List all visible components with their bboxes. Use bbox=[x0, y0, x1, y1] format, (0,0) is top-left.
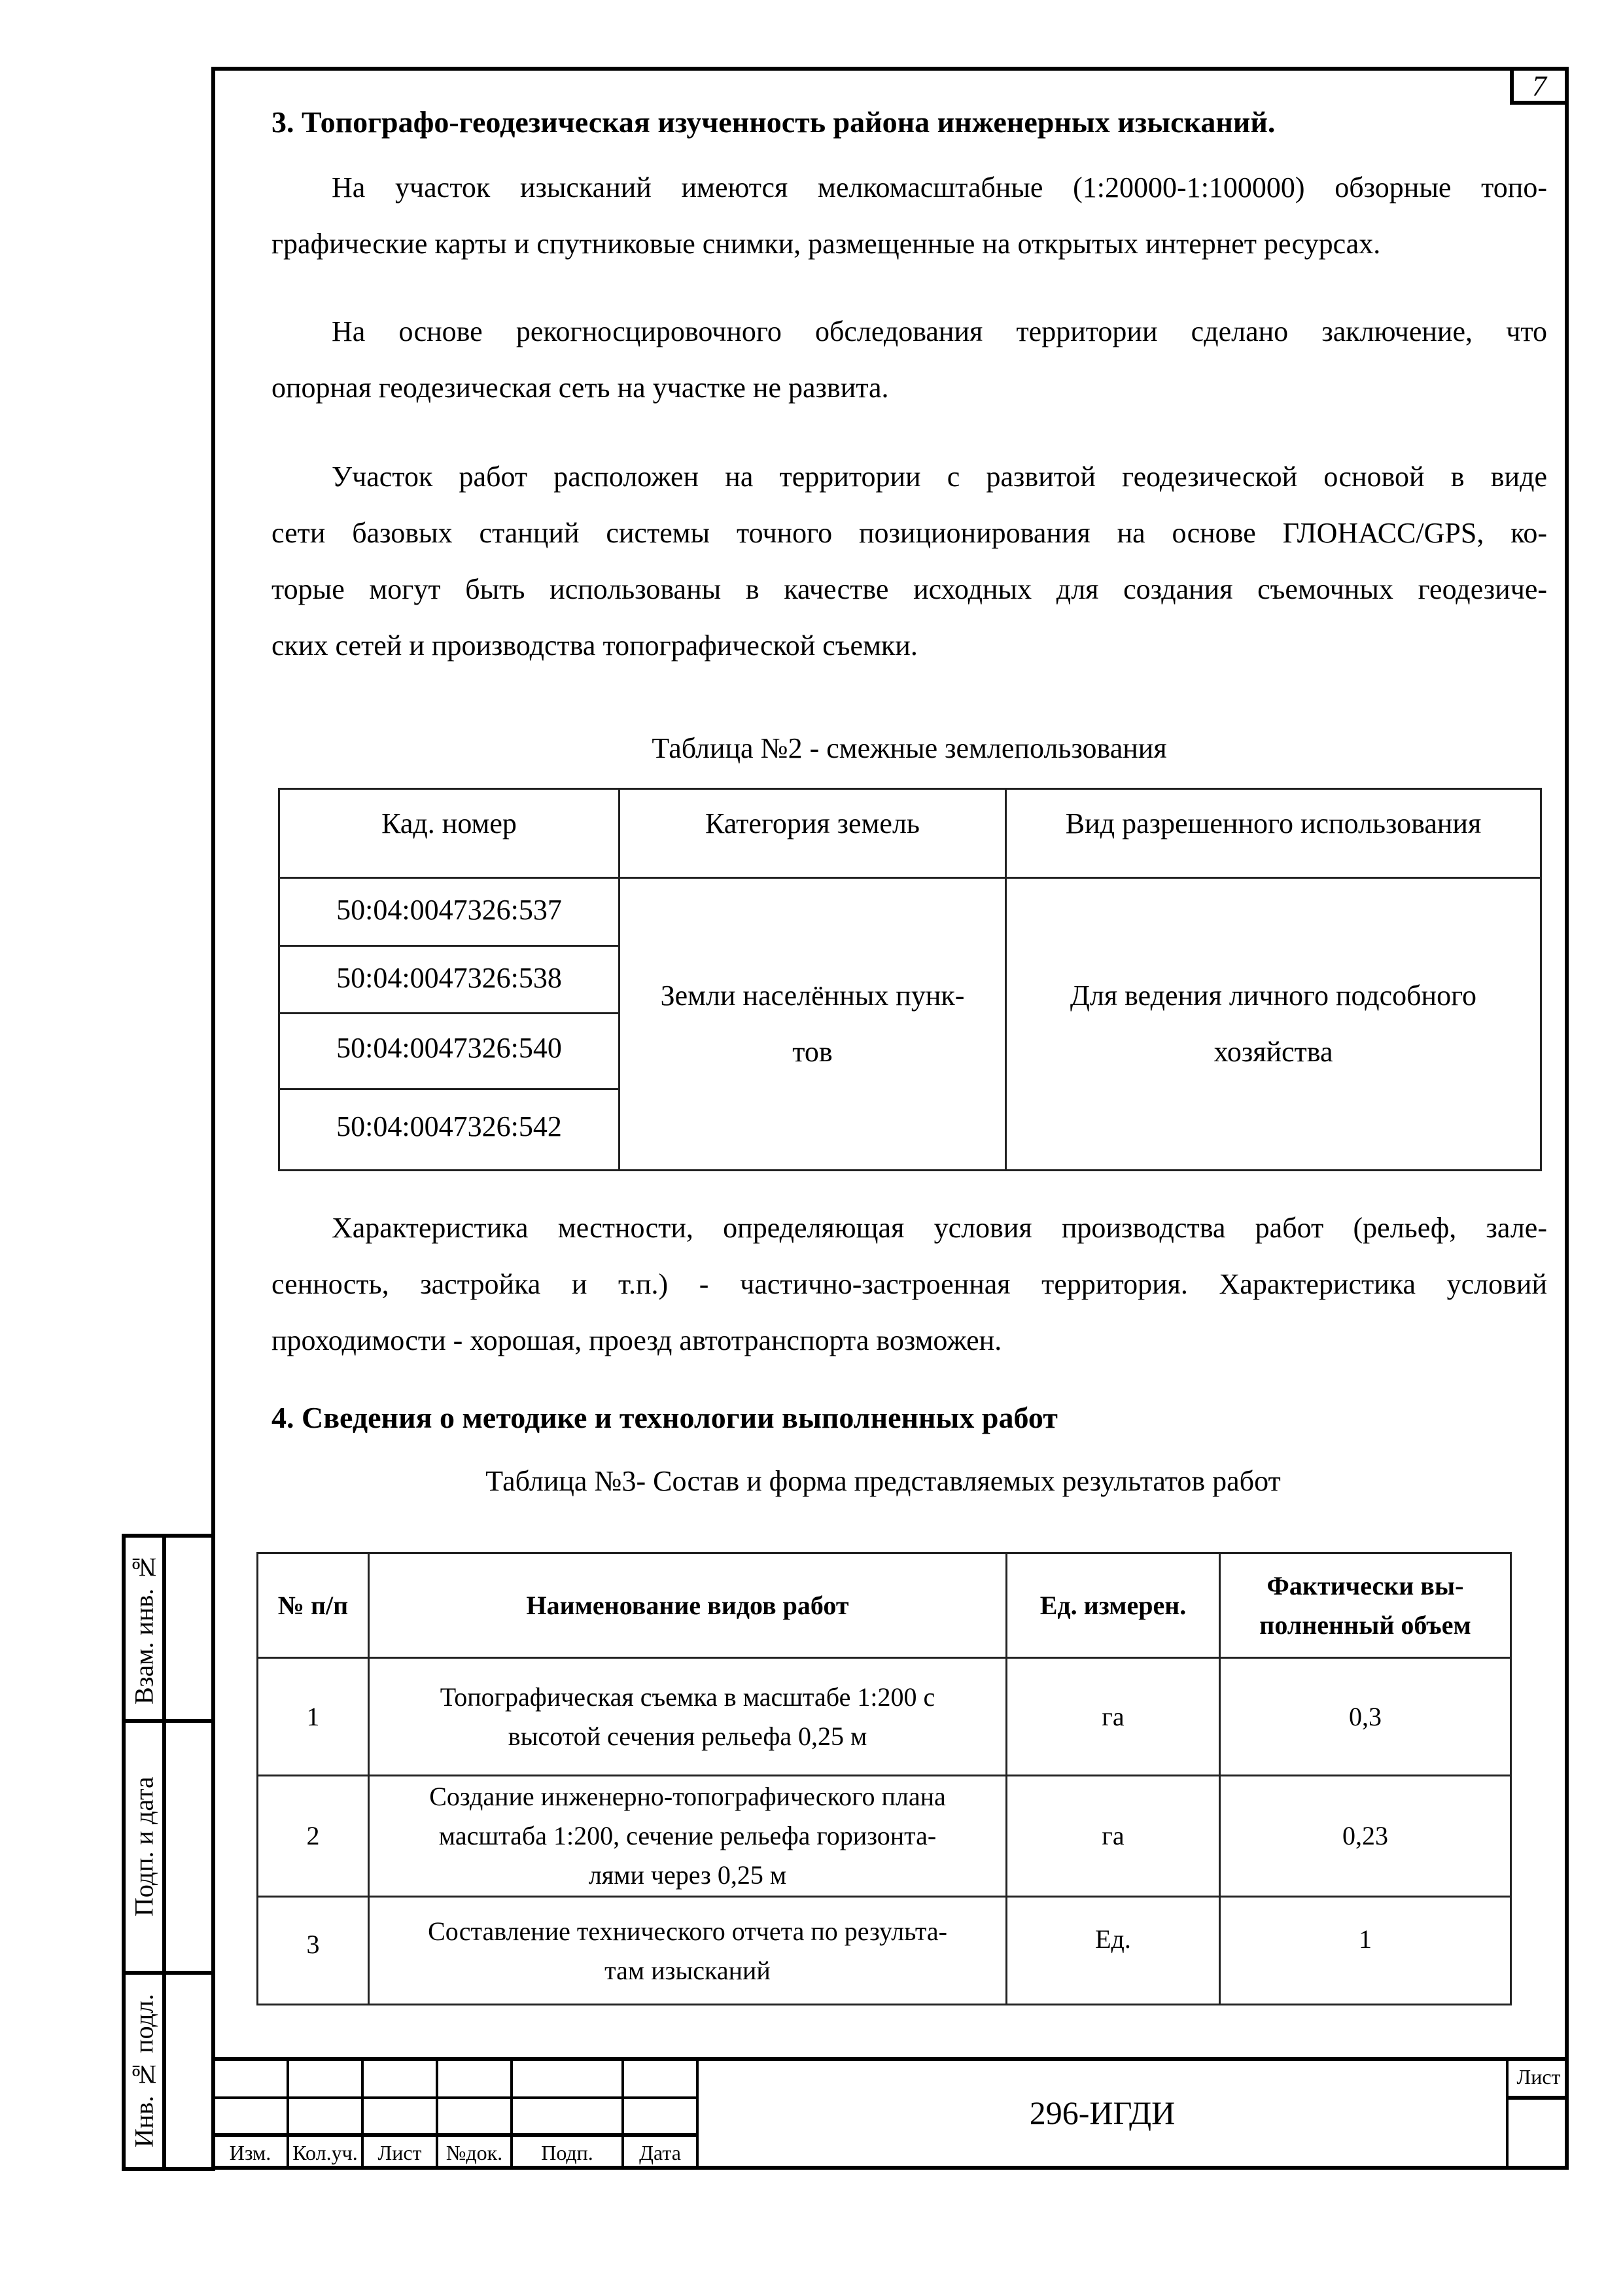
paragraph-line: графические карты и спутниковые снимки, размещенные на открытых интернет ресурсах. bbox=[271, 228, 1381, 260]
table-row bbox=[258, 1776, 1511, 1897]
volume: 1 bbox=[1220, 1897, 1511, 2005]
row-number: 1 bbox=[258, 1658, 369, 1776]
adjacent-land-table bbox=[278, 788, 1542, 1171]
header-number: № п/п bbox=[258, 1553, 369, 1658]
permitted-use-line: хозяйства bbox=[1213, 1036, 1333, 1068]
side-strip-label: Подп. и дата bbox=[129, 1776, 159, 1917]
table-3-caption: Таблица №3- Состав и форма представляемых результатов работ bbox=[485, 1465, 1281, 1497]
unit: га bbox=[1007, 1776, 1220, 1897]
volume: 0,23 bbox=[1220, 1776, 1511, 1897]
row-number: 3 bbox=[258, 1897, 369, 2005]
paragraph-line: опорная геодезическая сеть на участке не развита. bbox=[271, 372, 889, 404]
col-label-doc-number: №док. bbox=[445, 2141, 503, 2164]
header-cadastral-number: Кад. номер bbox=[279, 789, 620, 878]
col-label-sheet: Лист bbox=[377, 2141, 422, 2164]
paragraph-terrain bbox=[271, 1200, 1547, 1369]
work-name-line: лями через 0,25 м bbox=[588, 1860, 787, 1890]
paragraph-line: На основе рекогносцировочного обследования территории сделано заключение, что bbox=[332, 315, 1547, 347]
side-strip-cell bbox=[122, 1971, 166, 2171]
permitted-use-line: Для ведения личного подсобного bbox=[1070, 980, 1477, 1012]
row-number: 2 bbox=[258, 1776, 369, 1897]
work-name bbox=[369, 1658, 1007, 1776]
work-name-line: там изысканий bbox=[604, 1956, 771, 1985]
side-strip-label: Инв. № подл. bbox=[129, 1994, 159, 2148]
work-name bbox=[369, 1897, 1007, 2005]
paragraph-line: сети базовых станций системы точного позиционирования на основе ГЛОНАСС/GPS, ко- bbox=[271, 517, 1547, 549]
side-strip-field bbox=[162, 1719, 215, 1975]
header-permitted-use: Вид разрешенного использования bbox=[1006, 789, 1541, 878]
section-4-heading: 4. Сведения о методике и технологии выполненных работ bbox=[271, 1401, 1058, 1434]
paragraph-line: проходимости - хорошая, проезд автотранспорта возможен. bbox=[271, 1324, 1002, 1356]
col-label-count: Кол.уч. bbox=[292, 2141, 358, 2164]
volume: 0,3 bbox=[1220, 1658, 1511, 1776]
table-header-row bbox=[258, 1553, 1511, 1658]
sheet-cell-divider bbox=[1507, 2096, 1569, 2100]
paragraph-survey bbox=[271, 304, 1547, 416]
sheet-label: Лист bbox=[1516, 2065, 1561, 2089]
table-header-row bbox=[279, 789, 1541, 878]
header-unit: Ед. измерен. bbox=[1007, 1553, 1220, 1658]
table-row bbox=[258, 1897, 1511, 2005]
paragraph-gnss bbox=[271, 449, 1547, 674]
land-category-line: Земли населённых пунк- bbox=[660, 980, 965, 1012]
cadastral-number-cell: 50:04:0047326:537 bbox=[279, 878, 620, 946]
document-code: 296-ИГДИ bbox=[1029, 2094, 1176, 2131]
title-block-top-line bbox=[213, 2057, 1569, 2061]
header-volume-line: полненный объем bbox=[1259, 1610, 1471, 1640]
work-name-line: высотой сечения рельефа 0,25 м bbox=[508, 1721, 867, 1751]
paragraph-line: сенность, застройка и т.п.) - частично-застроенная территория. Характеристика условий bbox=[271, 1268, 1547, 1300]
unit: га bbox=[1007, 1658, 1220, 1776]
table-2-caption: Таблица №2 - смежные землепользования bbox=[652, 732, 1167, 764]
table-row bbox=[279, 878, 1541, 946]
header-land-category: Категория земель bbox=[620, 789, 1006, 878]
side-strip-field bbox=[162, 1971, 215, 2171]
cadastral-number-cell: 50:04:0047326:542 bbox=[279, 1089, 620, 1171]
paragraph-line: Характеристика местности, определяющая условия производства работ (рельеф, зале- bbox=[332, 1212, 1547, 1244]
work-name-line: Составление технического отчета по результа- bbox=[428, 1916, 947, 1946]
cadastral-number-cell: 50:04:0047326:540 bbox=[279, 1014, 620, 1089]
side-strip-cell bbox=[122, 1534, 166, 1723]
page-number: 7 bbox=[1532, 69, 1546, 102]
header-work-name: Наименование видов работ bbox=[369, 1553, 1007, 1658]
unit: Ед. bbox=[1007, 1897, 1220, 2005]
paragraph-line: Участок работ расположен на территории с развитой геодезической основой в виде bbox=[332, 461, 1547, 493]
work-name-line: Создание инженерно-топографического плана bbox=[429, 1782, 946, 1811]
header-volume bbox=[1220, 1553, 1511, 1658]
work-name-line: масштаба 1:200, сечение рельефа горизонта- bbox=[438, 1821, 937, 1850]
work-results-table bbox=[256, 1552, 1512, 2005]
paragraph-line: торые могут быть использованы в качестве исходных для создания съемочных геодезиче- bbox=[271, 573, 1547, 605]
header-volume-line: Фактически вы- bbox=[1266, 1570, 1464, 1600]
side-strip-label: Взам. инв. № bbox=[129, 1552, 159, 1704]
col-label-date: Дата bbox=[639, 2141, 681, 2164]
title-block-row-line bbox=[213, 2133, 697, 2137]
work-name bbox=[369, 1776, 1007, 1897]
table-row bbox=[258, 1658, 1511, 1776]
cadastral-number-cell: 50:04:0047326:538 bbox=[279, 946, 620, 1014]
paragraph-line: На участок изысканий имеются мелкомасштабные (1:20000-1:100000) обзорные топо- bbox=[332, 171, 1547, 203]
side-strip-field bbox=[162, 1534, 215, 1723]
paragraph-line: ских сетей и производства топографической съемки. bbox=[271, 629, 918, 662]
work-name-line: Топографическая съемка в масштабе 1:200 с bbox=[440, 1682, 935, 1712]
col-label-change: Изм. bbox=[229, 2141, 271, 2164]
title-block bbox=[213, 2057, 1569, 2170]
title-block-row-line bbox=[213, 2096, 697, 2099]
permitted-use-cell bbox=[1006, 878, 1541, 1171]
paragraph-maps bbox=[271, 160, 1547, 272]
col-label-signature: Подп. bbox=[541, 2141, 593, 2164]
page-number-box bbox=[1510, 67, 1569, 105]
land-category-line: тов bbox=[792, 1036, 833, 1068]
section-3-heading: 3. Топографо-геодезическая изученность района инженерных изысканий. bbox=[271, 105, 1276, 139]
side-strip-cell bbox=[122, 1719, 166, 1975]
land-category-cell bbox=[620, 878, 1006, 1171]
